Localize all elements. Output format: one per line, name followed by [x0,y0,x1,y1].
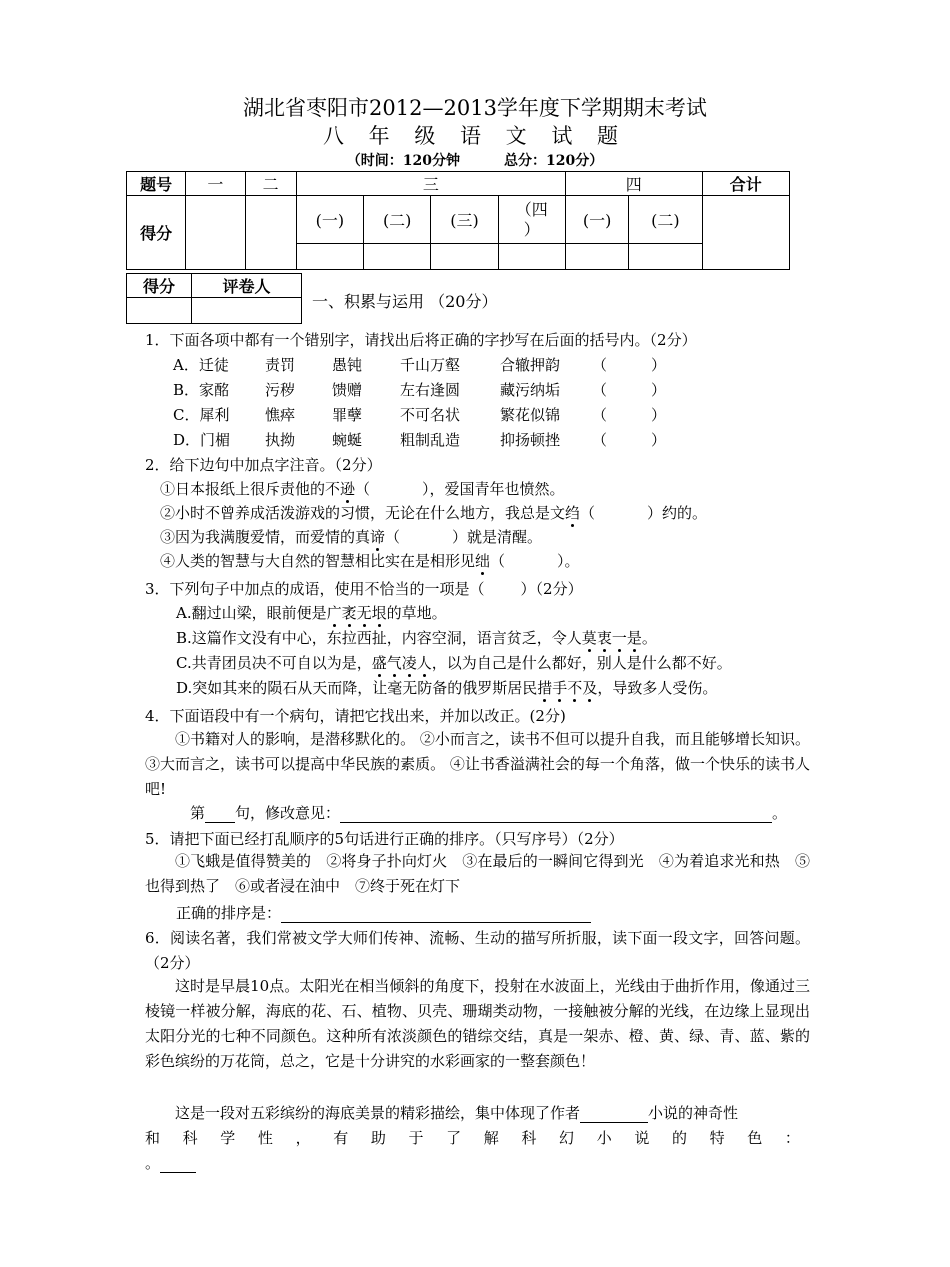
dotted-char: 袤 [341,604,357,622]
dotted-char: 广 [326,604,342,622]
spread-char: 幻 [559,1129,575,1147]
revision-blank[interactable] [340,805,772,823]
grader-score-cell[interactable] [127,298,192,324]
dotted-char: 衷 [596,629,612,647]
dotted-char: 措 [537,679,553,697]
q1-option-word: 抑扬顿挫 [500,431,561,449]
q6-passage: 这时是早晨10点。太阳光在相当倾斜的角度下，投射在水波面上，光线由于曲折作用，像通过三棱镜一样被分解，海底的花、石、植物、贝壳、珊瑚类动物，一接触被分解的光线，在边缘上显现出太阳分光的七种不同颜色。这种所有浓淡颜色的错综交结，真是一架赤、橙、黄、绿、青、蓝、紫的彩色缤纷的万花筒，总之，它是十分讲究的水彩画家的一整套颜色！ [145,977,810,1070]
q1-option-word: 愚钝 [332,356,363,374]
answer-paren: （ [592,356,608,374]
q5-answer-line: 正确的排序是： [176,902,591,923]
spread-char: 科 [182,1129,198,1147]
q1-option-word: 馈赠 [332,381,363,399]
dotted-char: 莫 [581,629,597,647]
spread-char: 说 [634,1129,650,1147]
answer-paren: ） [651,381,667,399]
header-part-1: 一 [186,172,245,196]
dotted-idiom [582,629,642,647]
spread-char: 小 [596,1129,612,1147]
q6-question-continued [145,1127,800,1148]
q5-stem: 5．请把下面已经打乱顺序的5句话进行正确的排序。（只写序号）（2分） [145,830,624,848]
q1-option-label: D．门楣 [173,431,231,449]
score-table [126,171,790,270]
answer-paren: （ [592,381,608,399]
dotted-idiom [327,604,387,622]
q1-option-label: A．迁徒 [173,356,229,374]
q6-last-line: 。 [145,1152,196,1173]
header-part-2: 二 [245,172,296,196]
dotted-idiom [537,679,597,697]
q3-option-c: C.共青团员决不可自以为是，盛气凌人，以为自己是什么都好，别人是什么都不好。 [176,654,732,672]
q1-stem: 1．下面各项中都有一个错别字，请找出后将正确的字抄写在后面的括号内。（2分） [145,331,697,349]
sentence-number-blank[interactable] [205,805,235,823]
q1-option-word: 憔瘁 [265,406,296,424]
q2-line-4: ④人类的智慧与大自然的智慧相比实在是相形见绌（ ）。 [160,552,580,570]
q1-option-word: 左右逢圆 [400,381,461,399]
spread-char: 色 [747,1129,763,1147]
spread-char: 学 [220,1129,236,1147]
grader-name-label: 评卷人 [192,274,302,298]
q1-option-word: 千山万壑 [400,356,461,374]
q2-line-3: ③因为我满腹爱情，而爱情的真谛（ ）就是清醒。 [160,528,543,546]
grader-name-cell[interactable] [192,298,302,324]
q1-option-word: 责罚 [265,356,296,374]
q3-option-a: A.翻过山梁，眼前便是广袤无垠的草地。 [176,604,447,622]
answer-paren: （ [592,431,608,449]
dotted-char: 绌 [475,552,491,570]
header-part-4: 四 [565,172,702,196]
q1-option-label: C．犀利 [173,406,230,424]
dotted-char: 绉 [565,504,581,522]
sub-header-3-1: (一) [296,196,363,244]
score-cell-2[interactable] [245,196,296,270]
spread-char: 了 [446,1129,462,1147]
spread-char: 性 [257,1129,273,1147]
exam-total: 总分：120分） [504,153,604,169]
q1-option-word: 合辙押韵 [500,356,561,374]
score-cell-3-3[interactable] [431,244,498,270]
q1-option-word: 罪孽 [332,406,363,424]
answer-paren: （ [592,406,608,424]
score-cell-3-1[interactable] [296,244,363,270]
exam-title: 湖北省枣阳市2012—2013学年度下学期期末考试 [243,96,707,120]
exam-time: （时间：120分钟 [346,153,460,169]
q3-stem: 3．下列句子中加点的成语，使用不恰当的一项是（ ）（2分） [145,580,583,598]
dotted-char: 及 [582,679,598,697]
score-cell-3-2[interactable] [364,244,431,270]
dotted-char: 谛 [370,528,386,546]
spread-char: 科 [521,1129,537,1147]
q2-stem: 2．给下边句中加点字注音。（2分） [145,456,382,474]
sub-header-4-2: (二) [629,196,702,244]
spread-char: 的 [671,1129,687,1147]
q1-option-word: 不可名状 [400,406,461,424]
answer-paren: ） [651,406,667,424]
q3-option-b: B.这篇作文没有中心，东拉西扯，内容空洞，语言贫乏，令人莫衷一是。 [176,629,657,647]
sub-header-3-3: (三) [431,196,498,244]
q2-line-2: ②小时不曾养成活泼游戏的习惯，无论在什么地方，我总是文绉（ ）约的。 [160,504,708,522]
spread-char: 和 [145,1129,161,1147]
dotted-char: 逊 [340,480,356,498]
q6-question: 这是一段对五彩缤纷的海底美景的精彩描绘，集中体现了作者 小说的神奇性 [175,1104,739,1122]
score-cell-3-4[interactable] [498,244,565,270]
score-cell-1[interactable] [186,196,245,270]
dotted-char: 手 [552,679,568,697]
q1-option-word: 蜿蜒 [332,431,363,449]
q4-stem: 4．下面语段中有一个病句，请把它找出来，并加以改正。(2分) [145,707,566,725]
q4-passage: ①书籍对人的影响，是潜移默化的。 ②小而言之，读书不但可以提升自我，而且能够增长知识。 ③大而言之，读书可以提高中华民族的素质。 ④让书香溢满社会的每一个角落，做一个快乐的读书人吧! [145,730,810,798]
q1-option-word: 藏污纳垢 [500,381,561,399]
exam-meta [0,150,950,170]
spread-char: 特 [709,1129,725,1147]
order-blank[interactable] [281,905,591,923]
spread-char: 解 [483,1129,499,1147]
q6-stem: 6．阅读名著，我们常被文学大师们传神、流畅、生动的描写所折服，读下面一段文字，回答问题。（2分） [145,929,810,972]
dotted-char: 气 [386,654,402,672]
dotted-char: 盛 [371,654,387,672]
score-row-label: 得分 [127,196,186,270]
dotted-char: 垠 [371,604,387,622]
header-question-number: 题号 [127,172,186,196]
q1-option-word: 繁花似锦 [500,406,561,424]
q1-option-label: B．家酩 [173,381,230,399]
q2-line-1: ①日本报纸上很斥责他的不逊（ ），爱国青年也愤然。 [160,480,565,498]
score-cell-total[interactable] [702,196,789,270]
header-part-3: 三 [296,172,565,196]
spread-char: 于 [408,1129,424,1147]
dotted-char: 不 [567,679,583,697]
q3-option-d: D.突如其来的陨石从天而降，让毫无防备的俄罗斯居民措手不及，导致多人受伤。 [176,679,718,697]
spread-char: 助 [370,1129,386,1147]
q4-answer-line: 第 句，修改意见： 。 [190,804,788,822]
dotted-idiom [372,654,432,672]
answer-paren: ） [651,356,667,374]
spread-char: ： [784,1129,800,1147]
answer-paren: ） [651,431,667,449]
dotted-char: 人 [416,654,432,672]
header-total: 合计 [702,172,789,196]
sub-header-4-1: (一) [565,196,628,244]
sub-header-3-4: （四 ） [498,196,565,244]
score-cell-4-2[interactable] [629,244,702,270]
author-blank[interactable] [580,1105,648,1123]
spread-char: ， [295,1129,311,1147]
q5-sentences: ①飞蛾是值得赞美的 ②将身子扑向灯火 ③在最后的一瞬间它得到光 ④为着追求光和热 ⑤也得到热了 ⑥或者浸在油中 ⑦终于死在灯下 [145,852,810,895]
exam-subtitle: 八 年 级 语 文 试 题 [322,124,628,148]
score-cell-4-1[interactable] [565,244,628,270]
dotted-char: 一 [611,629,627,647]
dotted-char: 无 [356,604,372,622]
q1-option-word: 污秽 [265,381,296,399]
dotted-char: 是 [626,629,642,647]
feature-blank[interactable] [160,1155,196,1173]
grader-score-label: 得分 [127,274,192,298]
q1-option-word: 执拗 [265,431,296,449]
dotted-char: 凌 [401,654,417,672]
section-1-title: 一、积累与运用 （20分） [312,292,498,311]
q1-option-word: 粗制乱造 [400,431,461,449]
grader-table [126,273,302,324]
sub-header-3-2: (二) [364,196,431,244]
spread-char: 有 [333,1129,349,1147]
